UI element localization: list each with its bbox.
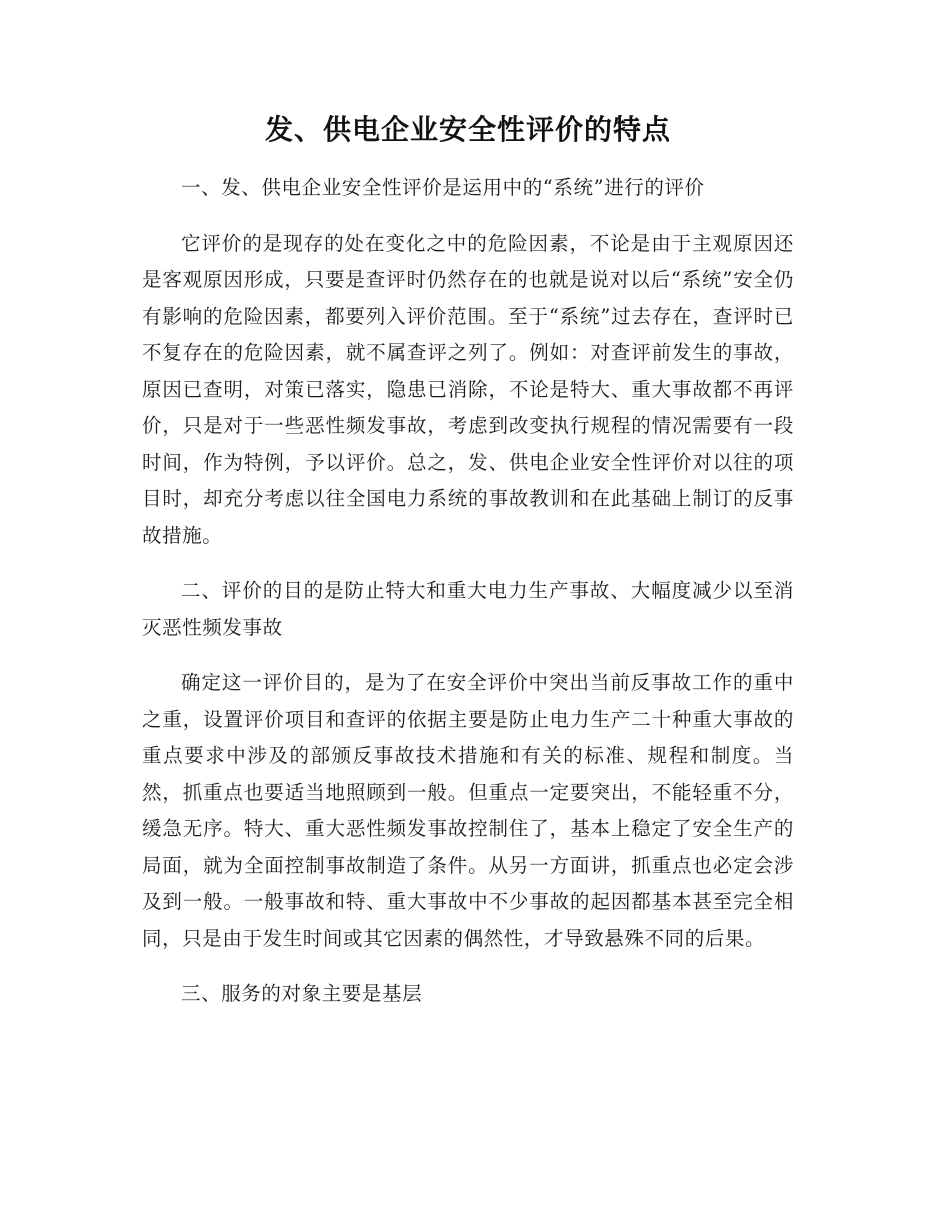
section-1-heading: 一、发、供电企业安全性评价是运用中的“系统”进行的评价: [181, 176, 705, 199]
section-3-heading: 三、服务的对象主要是基层: [181, 982, 423, 1005]
document-page: [142, 108, 794, 1032]
section-2-heading: 二、评价的目的是防止特大和重大电力生产事故、大幅度减少以至消灭恶性频发事故: [142, 579, 794, 639]
section-2-body: 确定这一评价目的，是为了在安全评价中突出当前反事故工作的重中之重，设置评价项目和查评的依据主要是防止电力生产二十种重大事故的重点要求中涉及的部颁反事故技术措施和有关的标准、规程和制度。当然，抓重点也要适当地照顾到一般。但重点一定要突出，不能轻重不分，缓急无序。特大、重大恶性频发事故控制住了，基本上稳定了安全生产的局面，就为全面控制事故制造了条件。从另一方面讲，抓重点也必定会涉及到一般。一般事故和特、重大事故中不少事故的起因都基本甚至完全相同，只是由于发生时间或其它因素的偶然性，才导致悬殊不同的后果。: [142, 671, 794, 950]
document-title: 发、供电企业安全性评价的特点: [264, 113, 671, 146]
section-1-body: 它评价的是现存的处在变化之中的危险因素，不论是由于主观原因还是客观原因形成，只要是查评时仍然存在的也就是说对以后“系统”安全仍有影响的危险因素，都要列入评价范围。至于“系统”过去存在，查评时已不复存在的危险因素，就不属查评之列了。例如：对查评前发生的事故，原因已查明，对策已落实，隐患已消除，不论是特大、重大事故都不再评价，只是对于一些恶性频发事故，考虑到改变执行规程的情况需要有一段时间，作为特例，予以评价。总之，发、供电企业安全性评价对以往的项目时，却充分考虑以往全国电力系统的事故教训和在此基础上制订的反事故措施。: [142, 231, 794, 547]
